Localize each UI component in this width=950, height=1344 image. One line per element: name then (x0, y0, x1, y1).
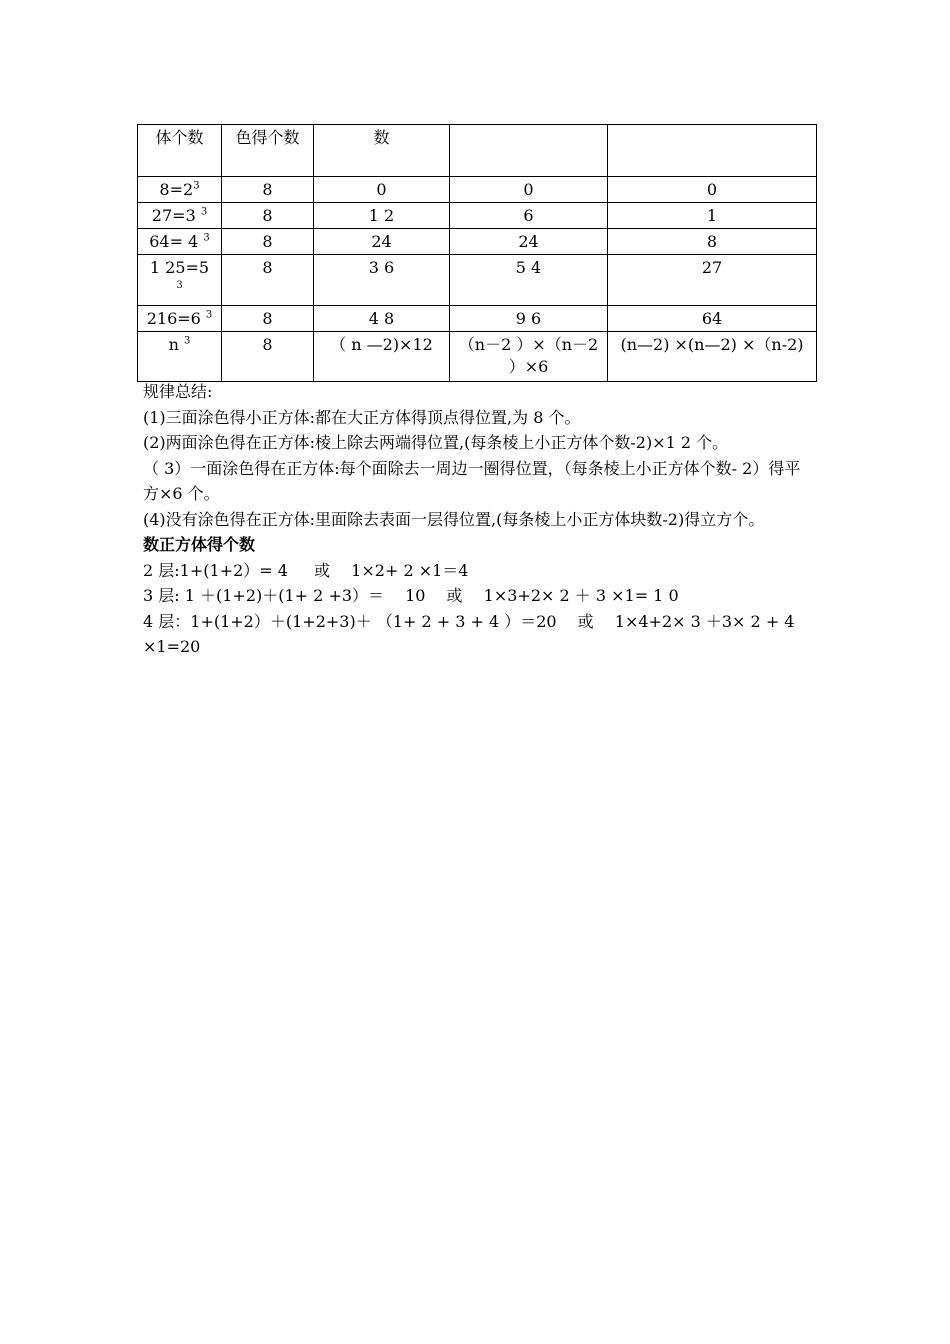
table-cell: 8 (222, 332, 314, 382)
total-cubes-cell (138, 203, 222, 229)
table-cell: （ n —2)×12 (314, 332, 450, 382)
summary-item: （ 3）一面涂色得在正方体:每个面除去一周边一圈得位置，（每条棱上小正方体个数- 2）得平方×6 个。 (143, 458, 801, 503)
table-row (138, 332, 817, 382)
table-row (138, 229, 817, 255)
table-row (138, 203, 817, 229)
total-cubes-cell (138, 229, 222, 255)
counting-line: 4 层：1+(1+2）＋(1+2+3)＋ （1+ 2 + 3 + 4 ）＝20 或 1×4+2× 3 ＋3× 2 + 4 ×1=20 (143, 611, 795, 656)
total-exponent: 3 (200, 206, 208, 218)
total-cubes-cell (138, 255, 222, 306)
summary-item: (2)两面涂色得在正方体:棱上除去两端得位置,(每条棱上小正方体个数-2)×1 2 个。 (143, 433, 729, 452)
header-cell: 数 (314, 125, 450, 177)
total-base: 27=3 (151, 206, 201, 225)
header-cell (608, 125, 817, 177)
table-cell: 8 (222, 203, 314, 229)
table-cell: 8 (222, 229, 314, 255)
table-cell: 0 (450, 177, 608, 203)
table-row (138, 255, 817, 306)
cube-count-table (137, 124, 817, 382)
counting-line: 3 层: 1 ＋(1+2)＋(1+ 2 +3）＝ 10 或 1×3+2× 2 ＋ 3 ×1= 1 0 (143, 586, 679, 605)
header-cell (450, 125, 608, 177)
table-cell: 27 (608, 255, 817, 306)
table-cell: 5 4 (450, 255, 608, 306)
summary-text (143, 379, 813, 660)
total-exponent: 3 (176, 280, 183, 291)
header-cell: 体个数 (138, 125, 222, 177)
table-cell: 8 (608, 229, 817, 255)
total-exponent: 3 (203, 232, 210, 244)
table-row (138, 177, 817, 203)
total-base: n (168, 335, 184, 354)
total-exponent: 3 (184, 335, 191, 347)
total-base: 64= 4 (149, 232, 204, 251)
table-cell: (n—2) ×(n—2) ×（n-2) (608, 332, 817, 382)
table-cell: 24 (450, 229, 608, 255)
table-cell: 4 8 (314, 306, 450, 332)
table-row (138, 306, 817, 332)
counting-line: 2 层:1+(1+2）= 4 或 1×2+ 2 ×1＝4 (143, 560, 469, 580)
total-base: 1 25=5 (149, 258, 210, 277)
summary-item: (1)三面涂色得小正方体:都在大正方体得顶点得位置,为 8 个。 (143, 407, 581, 427)
total-exponent: 3 (205, 309, 213, 321)
table-cell: 8 (222, 177, 314, 203)
table-header-row (138, 125, 817, 177)
total-cubes-cell (138, 177, 222, 203)
table-cell: （n－2 ）×（n－2 ）×6 (450, 332, 608, 382)
summary-item: (4)没有涂色得在正方体:里面除去表面一层得位置,(每条棱上小正方体块数-2)得立方个。 (143, 509, 765, 529)
table-cell: 6 (450, 203, 608, 229)
total-cubes-cell (138, 332, 222, 382)
header-cell: 色得个数 (222, 125, 314, 177)
total-exponent: 3 (193, 180, 200, 192)
total-cubes-cell (138, 306, 222, 332)
table-cell: 1 2 (314, 203, 450, 229)
table-cell: 0 (608, 177, 817, 203)
table-cell: 24 (314, 229, 450, 255)
total-base: 8=2 (159, 180, 194, 199)
table-cell: 1 (608, 203, 817, 229)
table-cell: 64 (608, 306, 817, 332)
table-cell: 8 (222, 255, 314, 306)
table-cell: 3 6 (314, 255, 450, 306)
table-cell: 8 (222, 306, 314, 332)
table-cell: 9 6 (450, 306, 608, 332)
summary-title: 规律总结: (143, 382, 213, 401)
total-base: 216=6 (146, 309, 206, 328)
table-cell: 0 (314, 177, 450, 203)
section-heading: 数正方体得个数 (143, 535, 256, 554)
